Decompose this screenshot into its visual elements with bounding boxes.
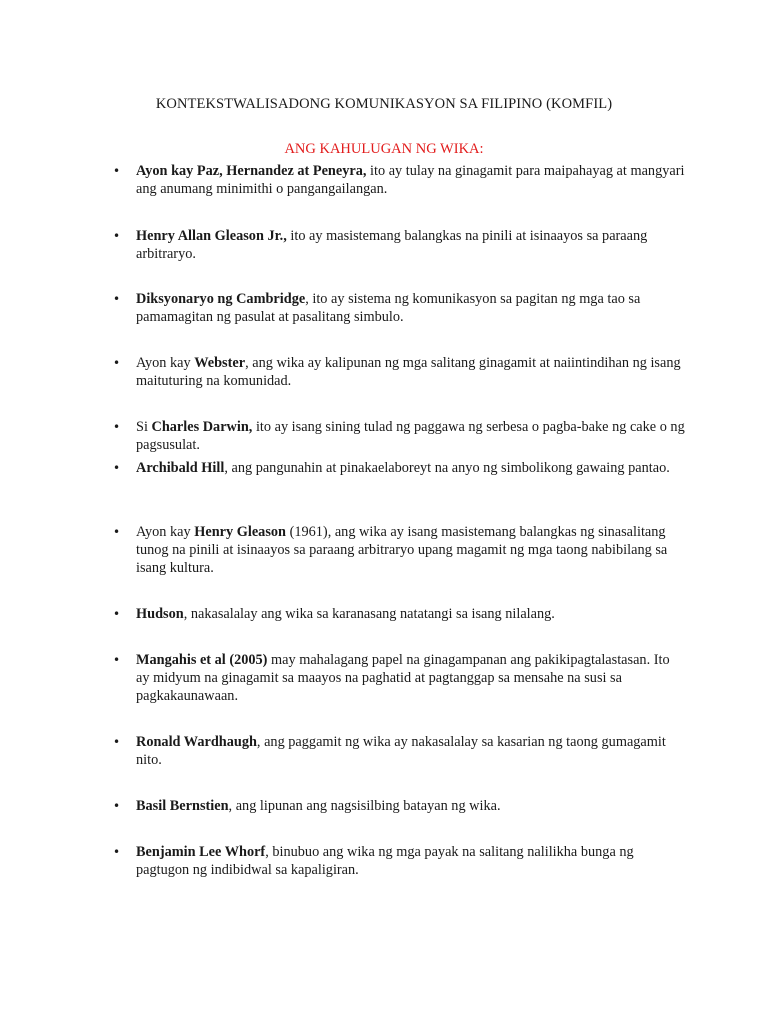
author-name: Henry Gleason	[194, 524, 286, 540]
definition-body: , ang lipunan ang nagsisilbing batayan ng wika.	[228, 798, 501, 814]
definition-text	[136, 651, 686, 705]
definition-body: ito ay tulay na ginagamit para maipahayag at mangyari ang anumang minimithi o pangangailangan.	[136, 163, 685, 197]
bullet-icon: •	[113, 525, 121, 539]
definition-body: , nakasalalay ang wika sa karanasang natatangi sa isang nilalang.	[183, 606, 555, 622]
bullet-icon: •	[113, 461, 121, 475]
bullet-icon: •	[113, 356, 121, 370]
author-name: Benjamin Lee Whorf	[136, 844, 266, 860]
definition-body: ito ay masistemang balangkas na pinili at isinaayos sa paraang arbitraryo.	[136, 228, 648, 262]
definition-text	[136, 605, 686, 623]
author-name: Henry Allan Gleason Jr.,	[136, 228, 287, 244]
bullet-icon: •	[113, 653, 121, 667]
definition-text	[136, 459, 686, 477]
bullet-icon: •	[113, 607, 121, 621]
author-name: Hudson	[136, 606, 184, 622]
definition-prefix: Ayon kay	[136, 524, 195, 540]
definition-text	[136, 290, 686, 326]
bullet-icon: •	[113, 229, 121, 243]
bullet-icon: •	[113, 164, 121, 178]
author-name: Ayon kay Paz, Hernandez at Peneyra,	[136, 163, 367, 179]
definition-prefix: Si	[136, 419, 152, 435]
author-name: Mangahis et al (2005)	[136, 652, 268, 668]
definition-body: ito ay isang sining tulad ng paggawa ng serbesa o pagba-bake ng cake o ng pagsusulat.	[136, 419, 685, 453]
author-name: Ronald Wardhaugh	[136, 734, 257, 750]
definition-body: (1961), ang wika ay isang masistemang balangkas ng sinasalitang tunog na pinili at isinaayos sa paraang arbitraryo upang magamit ng mga taong nabibilang sa isang kultura.	[136, 524, 668, 576]
definition-text	[136, 418, 686, 454]
definition-text	[136, 843, 686, 879]
bullet-icon: •	[113, 735, 121, 749]
author-name: Diksyonaryo ng Cambridge	[136, 291, 306, 307]
definition-body: , ang wika ay kalipunan ng mga salitang ginagamit at naiintindihan ng isang maituturing na komunidad.	[136, 355, 681, 389]
bullet-icon: •	[113, 292, 121, 306]
definition-body: , binubuo ang wika ng mga payak na salitang nalilikha bunga ng pagtugon ng indibidwal sa kapaligiran.	[136, 844, 634, 878]
author-name: Webster	[194, 355, 246, 371]
definition-body: , ang pangunahin at pinakaelaboreyt na anyo ng simbolikong gawaing pantao.	[224, 460, 670, 476]
section-heading: ANG KAHULUGAN NG WIKA:	[284, 141, 484, 157]
bullet-icon: •	[113, 799, 121, 813]
definition-text	[136, 162, 686, 198]
definition-body: may mahalagang papel na ginagampanan ang pakikipagtalastasan. Ito ay midyum na ginagamit sa maayos na paghatid at pagtanggap sa mensahe na susi sa pagkakaunawaan.	[136, 652, 670, 704]
definition-prefix: Ayon kay	[136, 355, 195, 371]
definition-text	[136, 523, 686, 577]
bullet-icon: •	[113, 420, 121, 434]
definition-text	[136, 227, 686, 263]
author-name: Archibald Hill	[136, 460, 225, 476]
definition-body: , ito ay sistema ng komunikasyon sa pagitan ng mga tao sa pamamagitan ng pasulat at pasalitang simbulo.	[136, 291, 641, 325]
bullet-icon: •	[113, 845, 121, 859]
definition-text	[136, 733, 686, 769]
definition-body: , ang paggamit ng wika ay nakasalalay sa kasarian ng taong gumagamit nito.	[136, 734, 666, 768]
definition-text	[136, 797, 686, 815]
document-title: KONTEKSTWALISADONG KOMUNIKASYON SA FILIPINO (KOMFIL)	[155, 96, 613, 112]
definition-text	[136, 354, 686, 390]
author-name: Basil Bernstien	[136, 798, 229, 814]
author-name: Charles Darwin,	[151, 419, 253, 435]
